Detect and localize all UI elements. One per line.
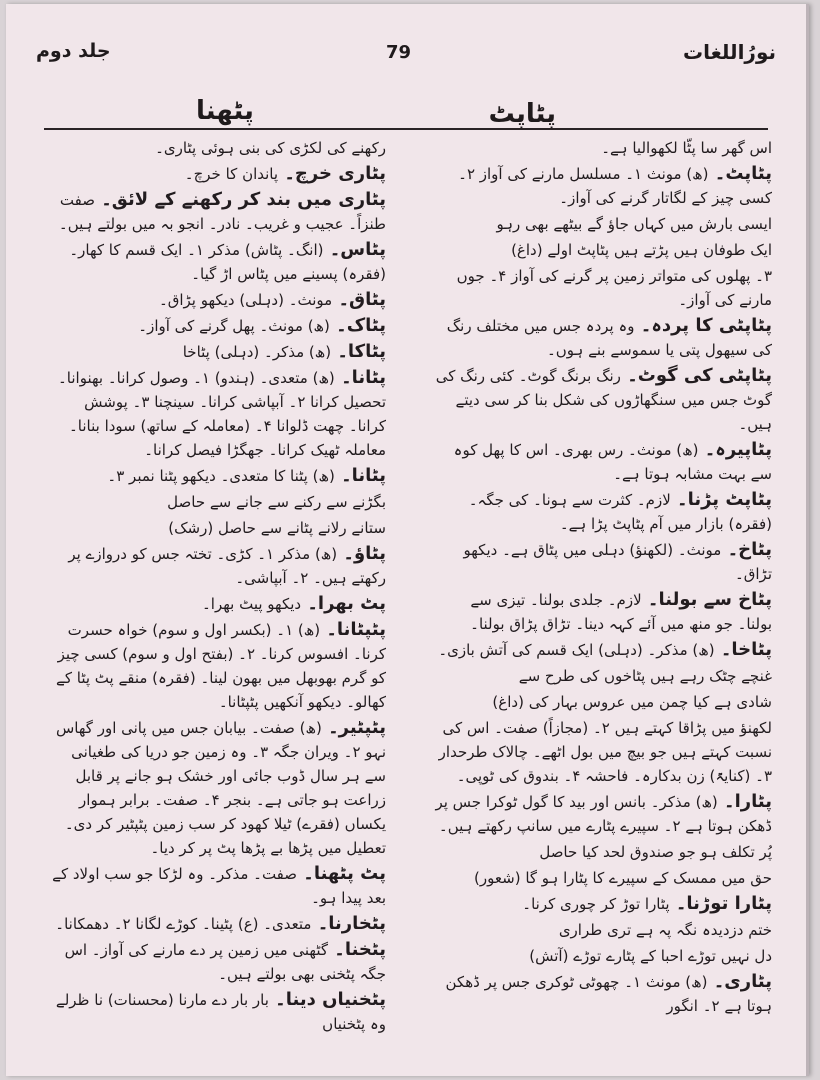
entry-text: شادی ہے کیا چمن میں عروس بہار کی (داغ) [492, 693, 772, 711]
dictionary-entry [46, 288, 386, 312]
dictionary-entry [432, 162, 772, 210]
dictionary-entry [432, 488, 772, 536]
volume-label: جلد دوم [36, 40, 111, 62]
dictionary-entry [432, 664, 772, 688]
entry-text: ایک طوفان ہیں پڑتے ہیں پٹاپٹ اولے (داغ) [511, 241, 772, 259]
entry-headword: پٹاری میں بند کر رکھنے کے لائق۔ [94, 189, 386, 210]
entry-text: مونث۔ (لکھنؤ) دہلی میں پٹاق ہے۔ دیکھو تڑاق۔ [463, 541, 772, 583]
entry-text: (ھ) مونث۔ پھل گرنے کی آواز۔ [138, 317, 330, 335]
entry-text: (ھ) متعدی۔ (ہندو) ۱۔ وصول کرانا۔ بھنوانا۔ تحصیل کرانا ۲۔ آبپاشی کرانا۔ سینچنا ۳۔ پوشش کرانا۔ چھت ڈلوانا ۴۔ (معاملہ کے ساتھ) سودا بنانا۔ معاملہ ٹھیک کرانا۔ جھگڑا فیصل کرانا۔ [58, 369, 386, 459]
entry-text: صفت۔ مذکر۔ وہ لڑکا جو سب اولاد کے بعد پیدا ہو۔ [52, 865, 386, 907]
entry-headword: پٹاپٹی کی گوٹ۔ [620, 365, 772, 386]
entry-headword: پٹارا توڑنا۔ [669, 893, 772, 914]
entry-headword: پٹاس۔ [323, 239, 386, 260]
entry-headword: پٹ بھرا۔ [301, 593, 386, 614]
entry-text: مونث۔ (دہلی) دیکھو پڑاق۔ [158, 291, 333, 309]
dictionary-entry [46, 490, 386, 514]
dictionary-entry [432, 840, 772, 864]
entry-text: غنچے چٹک رہے ہیں پٹاخوں کی طرح سے [518, 667, 772, 685]
dictionary-entry [46, 314, 386, 338]
entry-text: دل نہیں توڑے احبا کے پٹارے توڑے (آتش) [529, 947, 772, 965]
entry-text: (انگ۔ پٹاش) مذکر ۱۔ ایک قسم کا کھار۔ (فقرہ) پسینے میں پٹاس اڑ گیا۔ [69, 241, 386, 283]
dictionary-entry [432, 944, 772, 968]
dictionary-entry [46, 592, 386, 616]
entry-text: ختم دزدیدہ نگہ پہ ہے تری طراری [558, 921, 772, 939]
entry-headword: پٹخنا۔ [328, 939, 386, 960]
dictionary-entry [432, 538, 772, 586]
entry-text: وہ پردہ جس میں مختلف رنگ کی سیھول پتی یا سموسے بنے ہوں۔ [446, 317, 772, 359]
entry-text: صفت طنزاً۔ عجیب و غریب۔ نادر۔ انجو بہ میں بولتے ہیں۔ [58, 191, 386, 233]
dictionary-entry [46, 618, 386, 714]
entry-text: لازم۔ کثرت سے ہونا۔ کی جگہ۔ (فقرہ) بازار میں آم پٹاپٹ پڑا ہے۔ [468, 491, 772, 533]
header-rule [44, 128, 768, 130]
entry-text: (ھ) مذکر۔ (دہلی) پٹاخا [182, 343, 332, 361]
dictionary-entry [432, 970, 772, 1018]
entry-text: (ھ) مونث ۱۔ چھوٹی ٹوکری جس پر ڈھکن ہوتا ہے ۲۔ انگور [445, 973, 772, 1015]
entry-headword: پٹپٹیر۔ [321, 717, 386, 738]
entry-text: متعدی۔ (ع) پٹینا۔ کوڑے لگانا ۲۔ دھمکانا۔ [55, 915, 312, 933]
dictionary-entry [46, 162, 386, 186]
dictionary-entry [46, 988, 386, 1036]
dictionary-entry [432, 690, 772, 714]
dictionary-entry [46, 516, 386, 540]
entry-headword: پٹخنیاں دینا۔ [268, 989, 386, 1010]
dictionary-entry [432, 918, 772, 942]
dictionary-page [6, 4, 809, 1076]
entry-text: پاندان کا خرچ۔ [184, 165, 279, 183]
entry-headword: پٹاخ سے بولنا۔ [641, 589, 772, 610]
entry-text: رکھنے کی لکڑی کی بنی ہوئی پٹاری۔ [155, 139, 386, 157]
entry-headword: پٹانا۔ [334, 367, 386, 388]
dictionary-entry [432, 638, 772, 662]
page-header [36, 40, 776, 80]
entry-text: ۳۔ پھلوں کی متواتر زمین پر گرنے کی آواز ۴۔ جوں مارنے کی آواز۔ [456, 267, 772, 309]
entry-headword: پٹاؤ۔ [337, 543, 386, 564]
dictionary-entry [432, 136, 772, 160]
entry-text: پُر تکلف ہو جو صندوق لحد کیا حاصل [539, 843, 772, 861]
entry-headword: پٹاری۔ [707, 971, 772, 992]
dictionary-entry [46, 366, 386, 462]
entry-text: لازم۔ جلدی بولنا۔ تیزی سے بولنا۔ جو منھ میں آئے کہہ دینا۔ تڑاق پڑاق بولنا۔ [470, 591, 772, 633]
entry-headword: پٹ پٹھنا۔ [297, 863, 386, 884]
page-number: 79 [386, 42, 412, 63]
entry-text: اس گھر سا پٹّا لکھوالیا ہے۔ [601, 139, 772, 157]
entry-headword: پٹخارنا۔ [311, 913, 386, 934]
entry-headword: پٹاق۔ [332, 289, 386, 310]
entry-headword: پٹپٹانا۔ [320, 619, 386, 640]
entry-text: (ھ) مونث۔ رس بھری۔ اس کا پھل کوہ سے بہت مشابہ ہوتا ہے۔ [453, 441, 772, 483]
dictionary-entry [46, 938, 386, 986]
entry-text: بار بار دے مارنا (محسنات) نا ظرلے وہ پٹخنیاں [55, 991, 386, 1033]
entry-text: ایسی بارش میں کہاں جاؤ گے بیٹھے بھی رہو [496, 215, 772, 233]
entry-headword: پٹاپیرہ۔ [698, 439, 772, 460]
dictionary-entry [46, 340, 386, 364]
dictionary-entry [432, 238, 772, 262]
book-title: نورُاللغات [683, 40, 776, 64]
dictionary-entry [432, 438, 772, 486]
dictionary-entry [432, 892, 772, 916]
guide-word-left: پٹھنا [196, 96, 254, 126]
entry-text: رنگ برنگ گوٹ۔ کئی رنگ کی گوٹ جس میں سنگھاڑوں کی شکل بنا کر سی دیتے ہیں۔ [435, 367, 772, 433]
entry-text: (ھ) مذکر ۱۔ کڑی۔ تختہ جس کو دروازے پر رکھتے ہیں۔ ۲۔ آبپاشی۔ [68, 545, 386, 587]
dictionary-entry [46, 862, 386, 910]
entry-headword: پٹاپٹ۔ [708, 163, 772, 184]
entry-headword: پٹاپٹی کا پردہ۔ [634, 315, 772, 336]
entry-headword: پٹاپٹ پڑنا۔ [670, 489, 772, 510]
dictionary-entry [46, 136, 386, 160]
entry-headword: پٹاری خرچ۔ [278, 163, 386, 184]
dictionary-entry [432, 314, 772, 362]
dictionary-entry [46, 464, 386, 488]
entry-text: پٹارا توڑ کر چوری کرنا۔ [522, 895, 670, 913]
entry-text: بگڑنے سے رکنے سے جانے سے حاصل [167, 493, 386, 511]
dictionary-entry [432, 588, 772, 636]
entry-text: (ھ) مونث ۱۔ مسلسل مارنے کی آواز ۲۔ کسی چیز کے لگاتار گرنے کی آواز۔ [458, 165, 772, 207]
entry-text: (ھ) پٹنا کا متعدی۔ دیکھو پٹنا نمبر ۳۔ [107, 467, 335, 485]
entry-text: ستانے رلانے پٹانے سے حاصل (رشک) [168, 519, 386, 537]
dictionary-entry [46, 188, 386, 236]
dictionary-entry [432, 364, 772, 436]
entry-text: دیکھو پیٹ بھرا۔ [202, 595, 302, 613]
entry-headword: پٹاکا۔ [331, 341, 386, 362]
entry-headword: پٹاخ۔ [721, 539, 772, 560]
dictionary-entry [46, 542, 386, 590]
entry-headword: پٹارا۔ [717, 791, 772, 812]
dictionary-entry [46, 716, 386, 860]
entry-headword: پٹاخا۔ [714, 639, 772, 660]
dictionary-entry [432, 790, 772, 838]
dictionary-entry [46, 912, 386, 936]
dictionary-entry [432, 212, 772, 236]
entry-text: (ھ) مذکر۔ (دہلی) ایک قسم کی آتش بازی۔ [438, 641, 715, 659]
dictionary-entry [432, 866, 772, 890]
entry-headword: پٹاک۔ [329, 315, 386, 336]
right-column [432, 136, 772, 1056]
dictionary-entry [432, 264, 772, 312]
entry-text: گٹھنی میں زمین پر دے مارنے کی آواز۔ اس جگہ پٹخنی بھی بولتے ہیں۔ [64, 941, 386, 983]
left-column [46, 136, 386, 1056]
entry-text: حق میں ممسک کے سپیرے کا پٹارا ہو گا (شعور) [474, 869, 772, 887]
guide-word-right: پٹاپٹ [488, 99, 556, 129]
entry-text: (ھ) مذکر۔ بانس اور بید کا گول ٹوکرا جس پر ڈھکن ہوتا ہے ۲۔ سپیرے پٹارے میں سانپ رکھتے ہیں۔ [435, 793, 772, 835]
dictionary-entry [46, 238, 386, 286]
entry-headword: پٹانا۔ [334, 465, 386, 486]
entry-text: لکھنؤ میں پڑاقا کہتے ہیں ۲۔ (مجازاً) صفت۔ اس کی نسبت کہتے ہیں جو بیچ میں بول اٹھے۔ چالاک طرحدار ۳۔ (کنایۃً) زن بدکارہ۔ فاحشہ ۴۔ بندوق کی ٹوپی۔ [438, 719, 772, 785]
dictionary-entry [432, 716, 772, 788]
entry-text: (ھ) صفت۔ بیابان جس میں پانی اور گھاس نہو ۲۔ ویران جگہ ۳۔ وہ زمین جو دریا کی طغیانی سے ہر سال ڈوب جائی اور خشک ہو جانے پر قابل زراعت ہو جاتی ہے۔ بنجر ۴۔ صفت۔ برابر ہموار یکساں (فقرے) ٹیلا کھود کر سب زمین پٹپٹیر کر دی۔ تعطیل میں پڑھا بے پڑھا پٹ پر کر دیا۔ [56, 719, 386, 857]
entry-text: (ھ) ۱۔ (بکسر اول و سوم) خواہ حسرت کرنا۔ افسوس کرنا۔ ۲۔ (بفتح اول و سوم) کسی چیز کو گرم بھوبھل میں بھون لینا۔ (فقرہ) منقے پٹ پٹا کے کھالو۔ دیکھو آنکھیں پٹپٹانا۔ [56, 621, 386, 711]
